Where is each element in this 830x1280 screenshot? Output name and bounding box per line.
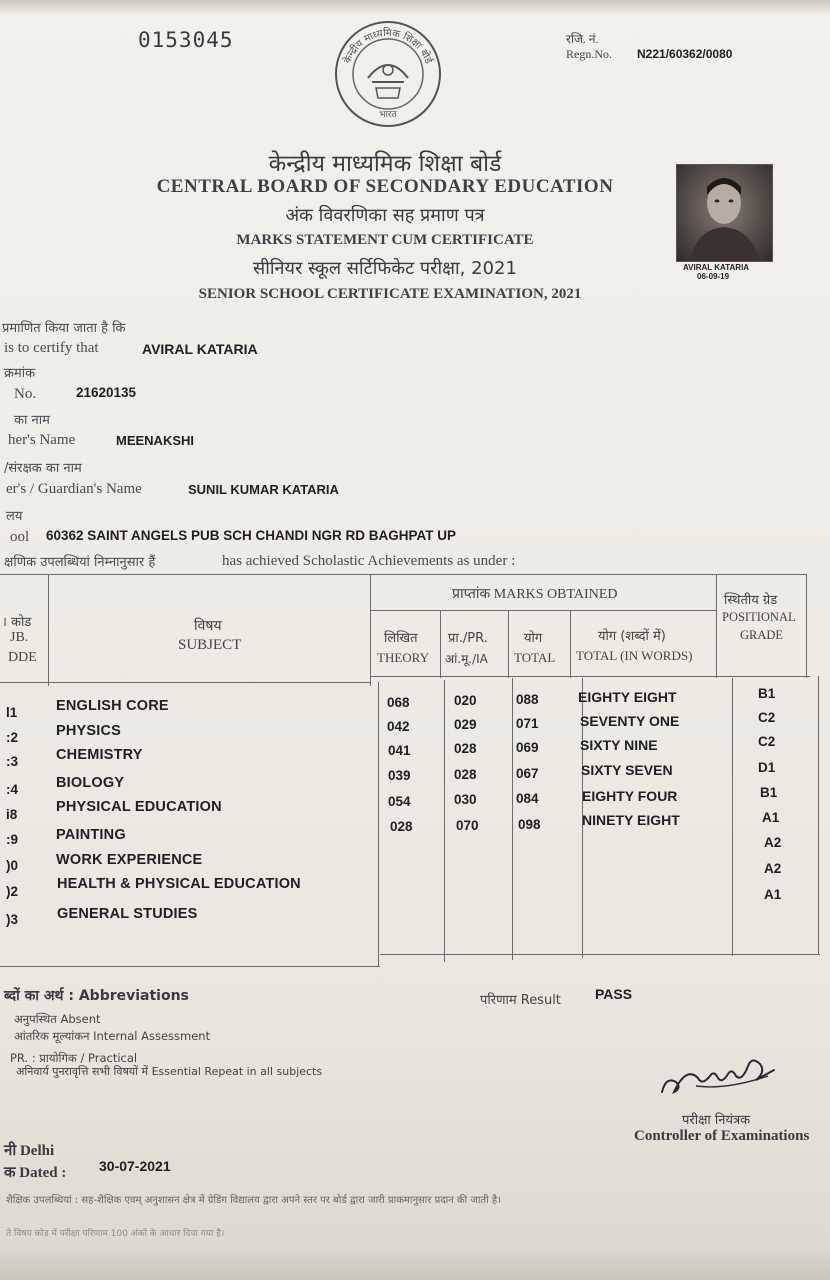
row-words: SEVENTY ONE — [580, 713, 680, 729]
row-subject: HEALTH & PHYSICAL EDUCATION — [57, 876, 301, 892]
row-total: 098 — [518, 817, 541, 832]
col-pr-hindi: प्रा./PR. — [448, 631, 488, 646]
col-total-english: TOTAL — [514, 650, 556, 665]
col-words-english: TOTAL (IN WORDS) — [576, 648, 693, 663]
row-grade: C2 — [758, 734, 776, 749]
row-words: SIXTY SEVEN — [581, 762, 673, 778]
footnote-co-scholastic: शैक्षिक उपलब्धियां : सह-शैक्षिक एवम् अनुशासन क्षेत्र में ग्रेडिंग विद्यालय द्वारा अपने स्तर पर बोर्ड द्वारा जारी प्राकमानुसार प्रदान की जाती है। — [6, 1195, 501, 1206]
col-pr-english: आं.मू./IA — [445, 652, 488, 666]
dated-label: क Dated : — [4, 1165, 67, 1181]
col-marks-obtained: प्राप्तांक MARKS OBTAINED — [452, 587, 618, 602]
row-code: :4 — [6, 782, 19, 797]
result-value: PASS — [595, 986, 633, 1002]
controller-hindi: परीक्षा नियंत्रक — [682, 1113, 751, 1128]
roll-hindi: क्रमांक — [4, 366, 36, 381]
row-words: EIGHTY FOUR — [582, 788, 678, 804]
document-title-hindi: अंक विवरणिका सह प्रमाण पत्र — [285, 205, 485, 226]
col-grade-hindi: स्थितीय ग्रेड — [724, 593, 778, 608]
row-grade: A1 — [764, 887, 782, 902]
row-total: 084 — [516, 791, 539, 806]
board-name-hindi: केन्द्रीय माध्यमिक शिक्षा बोर्ड — [268, 151, 502, 177]
photo-caption-date: 06-09-19 — [697, 272, 730, 281]
row-subject: PHYSICAL EDUCATION — [56, 799, 222, 815]
row-grade: B1 — [760, 785, 778, 800]
row-subject: CHEMISTRY — [56, 747, 143, 763]
emblem-top-text: केन्द्रीय माध्यमिक शिक्षा बोर्ड — [342, 27, 434, 66]
row-subject: PHYSICS — [56, 723, 122, 739]
row-grade: A2 — [764, 861, 782, 876]
controller-signature — [656, 1046, 786, 1106]
row-theory: 042 — [387, 719, 410, 734]
row-code: )0 — [6, 858, 19, 873]
abbrev-repeat: अनिवार्य पुनरावृत्ति सभी विषयों में Essential Repeat in all subjects — [16, 1065, 323, 1078]
abbrev-internal: आंतरिक मूल्यांकन Internal Assessment — [14, 1029, 211, 1043]
row-theory: 068 — [387, 695, 410, 710]
roll-number: 21620135 — [76, 385, 137, 400]
row-subject: PAINTING — [56, 827, 126, 843]
row-subject: ENGLISH CORE — [56, 698, 169, 714]
row-total: 069 — [516, 740, 539, 755]
exam-title-english: SENIOR SCHOOL CERTIFICATE EXAMINATION, 2021 — [198, 286, 582, 302]
top-edge-shadow — [0, 0, 830, 14]
col-grade-en-2: GRADE — [740, 628, 784, 642]
abbreviations-title: ब्दों का अर्थ : Abbreviations — [4, 988, 189, 1004]
col-words-hindi: योग (शब्दों में) — [598, 629, 666, 644]
row-subject: WORK EXPERIENCE — [56, 852, 203, 868]
row-theory: 028 — [390, 819, 413, 834]
row-grade: D1 — [758, 760, 776, 775]
dated-value: 30-07-2021 — [99, 1158, 171, 1174]
school-name: 60362 SAINT ANGELS PUB SCH CHANDI NGR RD BAGHPAT UP — [46, 528, 457, 543]
photo-caption-name: AVIRAL KATARIA — [683, 263, 750, 272]
row-total: 088 — [516, 692, 539, 707]
row-code: i8 — [6, 807, 18, 822]
person-photo-icon — [677, 165, 772, 261]
achieved-hindi: क्षणिक उपलब्धियां निम्नानुसार हैं — [4, 555, 156, 570]
row-subject: GENERAL STUDIES — [57, 906, 198, 922]
col-subject-english: SUBJECT — [178, 637, 242, 653]
father-name: SUNIL KUMAR KATARIA — [188, 482, 339, 497]
col-subject-hindi: विषय — [194, 618, 222, 634]
certify-label: is to certify that — [4, 340, 99, 356]
row-total: 067 — [516, 766, 539, 781]
row-code: l1 — [6, 705, 18, 720]
abbrev-practical: PR. : प्रायोगिक / Practical — [10, 1051, 138, 1065]
achieved-english: has achieved Scholastic Achievements as under : — [222, 553, 516, 569]
row-code: :9 — [6, 832, 19, 847]
row-code: )3 — [6, 912, 19, 927]
row-pr: 029 — [454, 717, 477, 732]
bottom-edge-shadow — [0, 1244, 830, 1280]
col-grade-en-1: POSITIONAL — [722, 610, 796, 624]
row-words: SIXTY NINE — [580, 737, 658, 753]
abbrev-absent: अनुपस्थित Absent — [14, 1012, 101, 1026]
father-label: er's / Guardian's Name — [6, 481, 142, 497]
row-pr: 030 — [454, 792, 477, 807]
row-pr: 028 — [454, 767, 477, 782]
row-words: NINETY EIGHT — [582, 812, 680, 828]
col-theory-hindi: लिखित — [384, 631, 418, 646]
regn-hindi-label: रजि. नं. — [566, 32, 599, 46]
col-total-hindi: योग — [524, 631, 543, 646]
col-theory-english: THEORY — [377, 650, 429, 665]
roll-label: No. — [14, 386, 37, 402]
result-label: परिणाम Result — [480, 993, 561, 1008]
row-grade: C2 — [758, 710, 776, 725]
row-code: :2 — [6, 730, 19, 745]
father-hindi: /संरक्षक का नाम — [4, 461, 82, 476]
row-theory: 054 — [388, 794, 411, 809]
serial-number: 0153045 — [138, 28, 234, 52]
exam-title-hindi: सीनियर स्कूल सर्टिफिकेट परीक्षा, 2021 — [253, 258, 517, 279]
school-hindi: लय — [6, 509, 23, 524]
row-words: EIGHTY EIGHT — [578, 689, 677, 705]
student-name: AVIRAL KATARIA — [142, 341, 258, 357]
row-code: :3 — [6, 754, 19, 769]
footnote-result-basis: ते विषय कोड में परीक्षा परिणाम 100 अंकों के आधार दिया गया है। — [6, 1229, 225, 1239]
student-photo — [676, 164, 773, 262]
emblem-bottom-text: भारत — [379, 110, 397, 120]
mother-name: MEENAKSHI — [116, 433, 195, 448]
row-code: )2 — [6, 884, 19, 899]
document-title-english: MARKS STATEMENT CUM CERTIFICATE — [236, 232, 534, 248]
row-pr: 028 — [454, 741, 477, 756]
row-total: 071 — [516, 716, 539, 731]
col-code-en-1: JB. — [10, 630, 29, 645]
school-label: ool — [10, 529, 30, 545]
board-name-english: CENTRAL BOARD OF SECONDARY EDUCATION — [156, 176, 614, 197]
certify-hindi: प्रमाणित किया जाता है कि — [2, 321, 126, 336]
row-grade: B1 — [758, 686, 776, 701]
row-pr: 070 — [456, 818, 479, 833]
mother-hindi: का नाम — [14, 413, 50, 428]
row-theory: 041 — [388, 743, 411, 758]
row-grade: A2 — [764, 835, 782, 850]
row-pr: 020 — [454, 693, 477, 708]
emblem-icon — [332, 18, 444, 130]
col-code-en-2: DDE — [8, 650, 37, 665]
row-theory: 039 — [388, 768, 411, 783]
regn-label: Regn.No. — [566, 47, 612, 61]
place: नी Delhi — [4, 1143, 55, 1159]
mother-label: her's Name — [8, 432, 76, 448]
row-grade: A1 — [762, 810, 780, 825]
signature-icon — [656, 1046, 786, 1106]
controller-english: Controller of Examinations — [634, 1128, 810, 1144]
row-subject: BIOLOGY — [56, 775, 125, 791]
col-code-hindi: । कोड — [2, 615, 32, 630]
cbse-emblem — [332, 18, 444, 130]
regn-number: N221/60362/0080 — [637, 47, 733, 61]
